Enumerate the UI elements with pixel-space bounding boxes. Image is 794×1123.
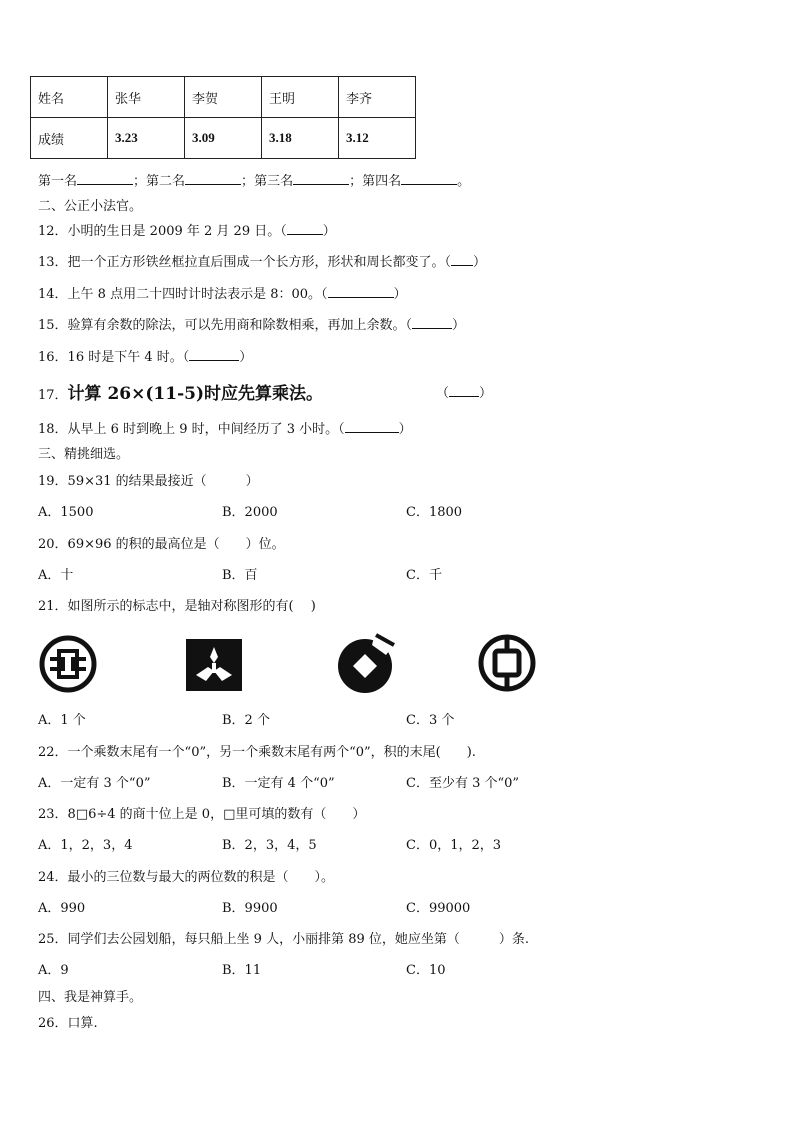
section-heading: 四、我是神算手。 [38, 990, 143, 1005]
option-b[interactable]: B．百 [222, 568, 258, 583]
question-22: 22．一个乘数末尾有一个“0”，另一个乘数末尾有两个“0”，积的末尾( ). [38, 745, 476, 760]
question-20: 20．69×96 的积的最高位是（ ）位。 [38, 537, 285, 552]
table-cell: 姓名 [31, 77, 108, 118]
answer-blank[interactable] [77, 172, 133, 185]
option-a[interactable]: A．9 [38, 963, 69, 978]
separator: ； [349, 174, 363, 189]
separator: 。 [457, 174, 471, 189]
answer-blank[interactable] [412, 316, 452, 329]
question-24: 24．最小的三位数与最大的两位数的积是（ ）。 [38, 870, 335, 885]
option-c[interactable]: C．0，1，2，3 [406, 838, 502, 853]
bracket: ） [398, 422, 412, 437]
option-b[interactable]: B．一定有 4 个“0” [222, 776, 335, 791]
question-text: 16 时是下午 4 时。（ [67, 350, 190, 365]
bracket: ） [452, 318, 466, 333]
icbc-logo-icon [38, 634, 98, 694]
bracket: ） [479, 386, 493, 401]
boc-logo-icon [476, 632, 538, 694]
question-text: 18．从早上 6 时到晚上 9 时，中间经历了 3 小时。（ [38, 422, 345, 437]
rank-second-label: 第二名 [146, 174, 186, 189]
question-17-answer [436, 382, 492, 401]
option-a[interactable]: A．1 个 [38, 713, 86, 728]
answer-blank[interactable] [345, 420, 399, 433]
question-26: 26．口算. [38, 1016, 98, 1031]
table-cell: 3.12 [339, 118, 416, 159]
question-text: 15．验算有余数的除法，可以先用商和除数相乘，再加上余数。（ [38, 318, 413, 333]
table-cell: 王明 [262, 77, 339, 118]
option-c[interactable]: C．1800 [406, 505, 463, 520]
table-row [31, 77, 416, 118]
question-18 [38, 418, 412, 437]
question-21: 21．如图所示的标志中，是轴对称图形的有( ) [38, 599, 316, 614]
option-c[interactable]: C．99000 [406, 901, 471, 916]
option-a[interactable]: A．1，2，3，4 [38, 838, 133, 853]
question-number: 17． [38, 388, 68, 403]
option-b[interactable]: B．9900 [222, 901, 278, 916]
rank-fourth-label: 第四名 [362, 174, 402, 189]
question-23: 23．8□6÷4 的商十位上是 0，□里可填的数有（ ） [38, 807, 366, 822]
bracket: ） [322, 224, 336, 239]
table-cell: 李贺 [185, 77, 262, 118]
question-text: 13．把一个正方形铁丝框拉直后围成一个长方形，形状和周长都变了。（ [38, 255, 452, 270]
bracket: ） [473, 255, 487, 270]
question-14 [38, 283, 407, 302]
option-b[interactable]: B．11 [222, 963, 262, 978]
table-cell: 3.23 [108, 118, 185, 159]
table-cell: 3.09 [185, 118, 262, 159]
answer-blank[interactable] [449, 384, 479, 397]
question-25: 25．同学们去公园划船，每只船上坐 9 人，小丽排第 89 位，她应坐第（ ）条. [38, 932, 530, 947]
rank-first-label: 第一名 [38, 174, 78, 189]
question-text: 14．上午 8 点用二十四时计时法表示是 8：00。（ [38, 287, 328, 302]
question-text: 12．小明的生日是 2009 年 2 月 29 日。（ [38, 224, 287, 239]
table-row [31, 118, 416, 159]
ccb-logo-icon [186, 637, 242, 693]
bracket: ） [393, 287, 407, 302]
option-c[interactable]: C．10 [406, 963, 446, 978]
question-number: 16． [38, 350, 68, 365]
answer-blank[interactable] [293, 172, 349, 185]
answer-blank[interactable] [451, 253, 473, 266]
section-heading: 三、精挑细选。 [38, 447, 130, 462]
bracket: （ [436, 386, 450, 401]
score-table [30, 76, 416, 159]
option-c[interactable]: C．千 [406, 568, 442, 583]
option-a[interactable]: A．一定有 3 个“0” [38, 776, 151, 791]
question-12 [38, 220, 336, 239]
separator: ； [241, 174, 255, 189]
table-cell: 张华 [108, 77, 185, 118]
table-cell: 成绩 [31, 118, 108, 159]
question-15 [38, 314, 465, 333]
bracket: ） [239, 350, 253, 365]
option-a[interactable]: A．990 [38, 901, 86, 916]
answer-blank[interactable] [287, 222, 323, 235]
separator: ； [133, 174, 147, 189]
answer-blank[interactable] [328, 285, 394, 298]
option-a[interactable]: A．十 [38, 568, 74, 583]
ranking-line [38, 170, 470, 189]
answer-blank[interactable] [185, 172, 241, 185]
option-c[interactable]: C．3 个 [406, 713, 455, 728]
table-cell: 李齐 [339, 77, 416, 118]
answer-blank[interactable] [401, 172, 457, 185]
section-heading: 二、公正小法官。 [38, 199, 143, 214]
option-b[interactable]: B．2 个 [222, 713, 270, 728]
question-17 [38, 379, 323, 404]
question-13 [38, 251, 486, 270]
answer-blank[interactable] [189, 348, 239, 361]
question-19: 19．59×31 的结果最接近（ ） [38, 474, 259, 489]
rank-third-label: 第三名 [254, 174, 294, 189]
bank-logo-icon [334, 633, 396, 695]
question-text: 计算 26×(11-5)时应先算乘法。 [67, 384, 323, 404]
option-b[interactable]: B．2，3，4，5 [222, 838, 317, 853]
option-a[interactable]: A．1500 [38, 505, 94, 520]
table-cell: 3.18 [262, 118, 339, 159]
option-c[interactable]: C．至少有 3 个“0” [406, 776, 520, 791]
question-16 [38, 346, 252, 365]
option-b[interactable]: B．2000 [222, 505, 278, 520]
